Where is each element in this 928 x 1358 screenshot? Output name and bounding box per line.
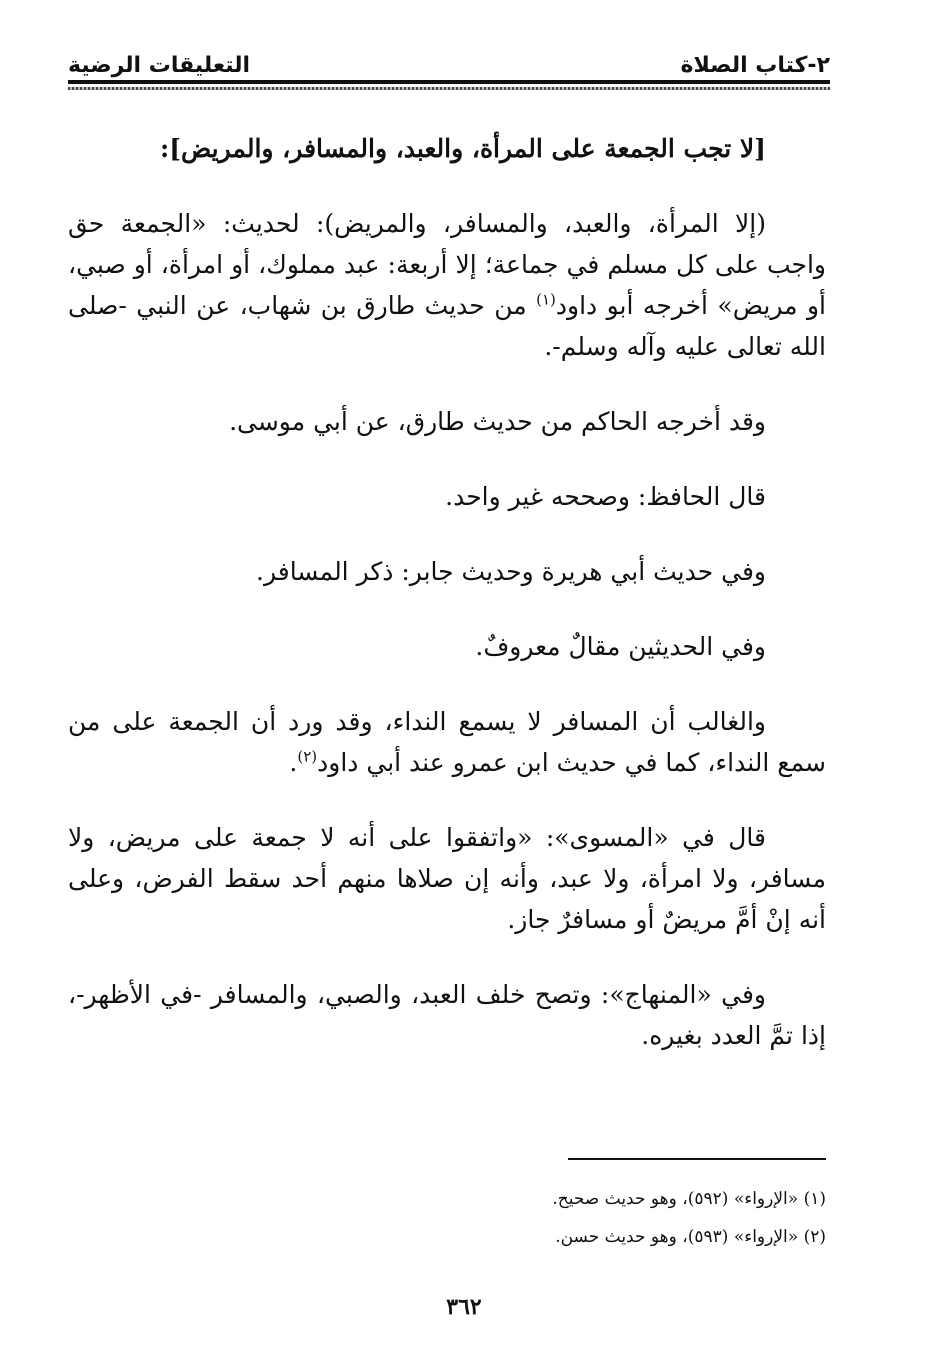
running-header: [68, 38, 830, 78]
page-number: ٣٦٢: [446, 1294, 482, 1320]
chapter-title: ٢-كتاب الصلاة: [680, 53, 830, 78]
footnote-ref-2[interactable]: (٢): [297, 747, 318, 766]
paragraph-6: [68, 701, 826, 783]
paragraph-3: قال الحافظ: وصححه غير واحد.: [445, 482, 766, 511]
paragraph-1-tail: من حديث طارق بن شهاب، عن النبي -صلى الله تعالى عليه وآله وسلم-.: [68, 291, 826, 361]
paragraph-6-tail: .: [289, 748, 298, 777]
footnotes: [68, 1180, 826, 1256]
paragraph-4: وفي حديث أبي هريرة وحديث جابر: ذكر المسافر.: [256, 557, 766, 586]
paragraph-5: وفي الحديثين مقالٌ معروفٌ.: [475, 632, 766, 661]
paragraph-6-text: والغالب أن المسافر لا يسمع النداء، وقد ورد أن الجمعة على من سمع النداء، كما في حديث ابن عمرو عند أبي داود: [68, 707, 826, 777]
main-text: [68, 128, 826, 1090]
footnote-1: (١) «الإرواء» (٥٩٢)، وهو حديث صحيح.: [552, 1189, 826, 1209]
section-heading: [لا تجب الجمعة على المرأة، والعبد، والمسافر، والمريض]:: [159, 134, 766, 163]
paragraph-2: وقد أخرجه الحاكم من حديث طارق، عن أبي موسى.: [229, 407, 766, 436]
paragraph-8: وفي «المنهاج»: وتصح خلف العبد، والصبي، والمسافر -في الأظهر-، إذا تمَّ العدد بغيره.: [68, 980, 826, 1050]
footnote-ref-1[interactable]: (١): [536, 290, 556, 309]
paragraph-1-text: (إلا المرأة، والعبد، والمسافر، والمريض): لحديث: «الجمعة حق واجب على كل مسلم في جماعة؛ إلا أربعة: عبد مملوك، أو امرأة، أو صبي، أو مريض» أخرجه أبو داود: [68, 209, 826, 320]
footnote-separator: [568, 1158, 826, 1160]
paragraph-1: [68, 203, 826, 367]
book-title: التعليقات الرضية: [68, 53, 251, 78]
paragraph-7: قال في «المسوى»: «واتفقوا على أنه لا جمعة على مريض، ولا مسافر، ولا امرأة، ولا عبد، وأنه إن صلاها منهم أحد سقط الفرض، وعلى أنه إنْ أمَّ مريضٌ أو مسافرٌ جاز.: [68, 823, 826, 934]
header-rule: [68, 80, 830, 84]
footnote-2: (٢) «الإرواء» (٥٩٣)، وهو حديث حسن.: [555, 1227, 826, 1247]
header-rule-dotted: [68, 87, 830, 90]
